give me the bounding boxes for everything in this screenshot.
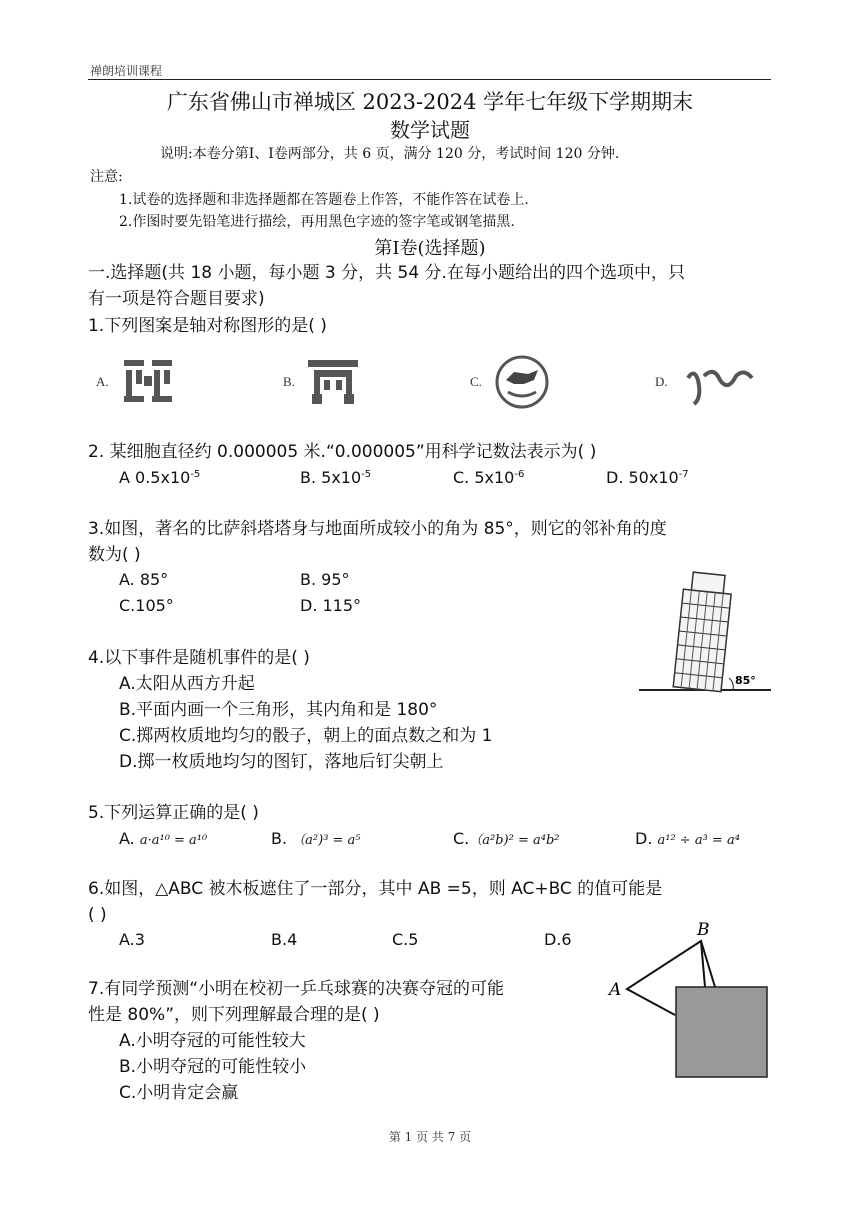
q1-option-d-label: D.: [655, 374, 668, 389]
tower-angle-label: 85°: [735, 674, 756, 687]
q2-option-d: D. $50x10^{-7}$: [606, 468, 689, 487]
q2-option-c: C. $5x10^{-6}$: [453, 468, 525, 487]
q5-stem: 5.下列运算正确的是( ): [88, 803, 259, 823]
q7-stem-line2: 性是 80%”，则下列理解最合理的是( ): [88, 1005, 380, 1025]
note-label: 注意:: [90, 169, 123, 185]
q2-option-b: B. $5x10^{-5}$: [300, 468, 372, 487]
part1-heading-line2: 有一项是符合题目要求): [88, 289, 265, 309]
q5-option-d: D. a¹² ÷ a³ = a⁴: [635, 829, 740, 848]
q4-option-c: C.掷两枚质地均匀的骰子，朝上的面点数之和为 1: [119, 726, 493, 746]
exam-title: 广东省佛山市禅城区 2023-2024 学年七年级下学期期末: [166, 90, 694, 114]
q7-option-b: B.小明夺冠的可能性较小: [119, 1057, 307, 1077]
leaning-tower-figure: [635, 560, 775, 695]
q1-option-b-pattern: [306, 358, 360, 406]
section-title: 第Ⅰ卷(选择题): [374, 238, 486, 259]
vertex-b-label: B: [697, 920, 710, 940]
part1-heading-line1: 一.选择题(共 18 小题，每小题 3 分，共 54 分.在每小题给出的四个选项中，只: [88, 263, 685, 283]
q1-option-d-pattern: [680, 358, 760, 408]
q1-option-c-pattern: [494, 354, 550, 410]
q3-stem-line1: 3.如图，著名的比萨斜塔塔身与地面所成较小的角为 85°，则它的邻补角的度: [88, 519, 667, 539]
q3-stem-line2: 数为( ): [88, 545, 141, 565]
q3-option-d: D. 115°: [300, 596, 362, 615]
page-header: 禅朗培训课程: [90, 64, 163, 78]
q7-option-c: C.小明肯定会赢: [119, 1083, 239, 1103]
page-footer: 第 1 页 共 7 页: [388, 1130, 472, 1144]
q2-stem: 2. 某细胞直径约 0.000005 米.“0.000005”用科学记数法表示为( ): [88, 442, 597, 462]
q5-option-b: B. （a²)³ = a⁵: [271, 829, 361, 848]
q1-option-a-pattern: [122, 356, 174, 408]
q1-option-c-label: C.: [470, 374, 482, 389]
q7-stem-line1: 7.有同学预测“小明在校初一乒乓球赛的决赛夺冠的可能: [88, 979, 505, 999]
q5-option-a: A. a·a¹⁰ = a¹⁰: [119, 829, 208, 848]
q6-option-d: D.6: [544, 930, 572, 949]
q1-stem: 1.下列图案是轴对称图形的是( ): [88, 316, 327, 336]
q6-option-b: B.4: [271, 930, 298, 949]
q5-option-c: C.（a²b)² = a⁴b²: [453, 829, 560, 848]
note-item-1: 1.试卷的选择题和非选择题都在答题卷上作答，不能作答在试卷上.: [119, 192, 529, 208]
q1-option-a-label: A.: [96, 374, 109, 389]
q6-option-a: A.3: [119, 930, 145, 949]
q6-stem-line2: ( ): [88, 905, 107, 925]
vertex-a-label: A: [609, 980, 622, 1000]
q6-option-c: C.5: [392, 930, 419, 949]
q4-option-b: B.平面内画一个三角形，其内角和是 180°: [119, 700, 438, 720]
q4-option-a: A.太阳从西方升起: [119, 674, 255, 694]
q2-option-a: A $0.5x10^{-5}$: [119, 468, 201, 487]
header-divider: [88, 79, 771, 80]
q1-option-b-label: B.: [283, 374, 295, 389]
q4-stem: 4.以下事件是随机事件的是( ): [88, 648, 310, 668]
exam-instructions: 说明:本卷分第Ⅰ、Ⅰ卷两部分，共 6 页，满分 120 分，考试时间 120 分钟.: [160, 146, 620, 162]
triangle-board-figure: [605, 915, 775, 1080]
note-item-2: 2.作图时要先铅笔进行描绘，再用黑色字迹的签字笔或钢笔描黑.: [119, 214, 515, 230]
q3-option-c: C.105°: [119, 596, 174, 615]
q7-option-a: A.小明夺冠的可能性较大: [119, 1031, 306, 1051]
q3-option-a: A. 85°: [119, 570, 169, 589]
q6-stem-line1: 6.如图，△ABC 被木板遮住了一部分，其中 AB =5，则 AC+BC 的值可能是: [88, 879, 663, 899]
exam-subtitle: 数学试题: [390, 118, 470, 142]
q3-option-b: B. 95°: [300, 570, 350, 589]
q4-option-d: D.掷一枚质地均匀的图钉，落地后钉尖朝上: [119, 752, 444, 772]
